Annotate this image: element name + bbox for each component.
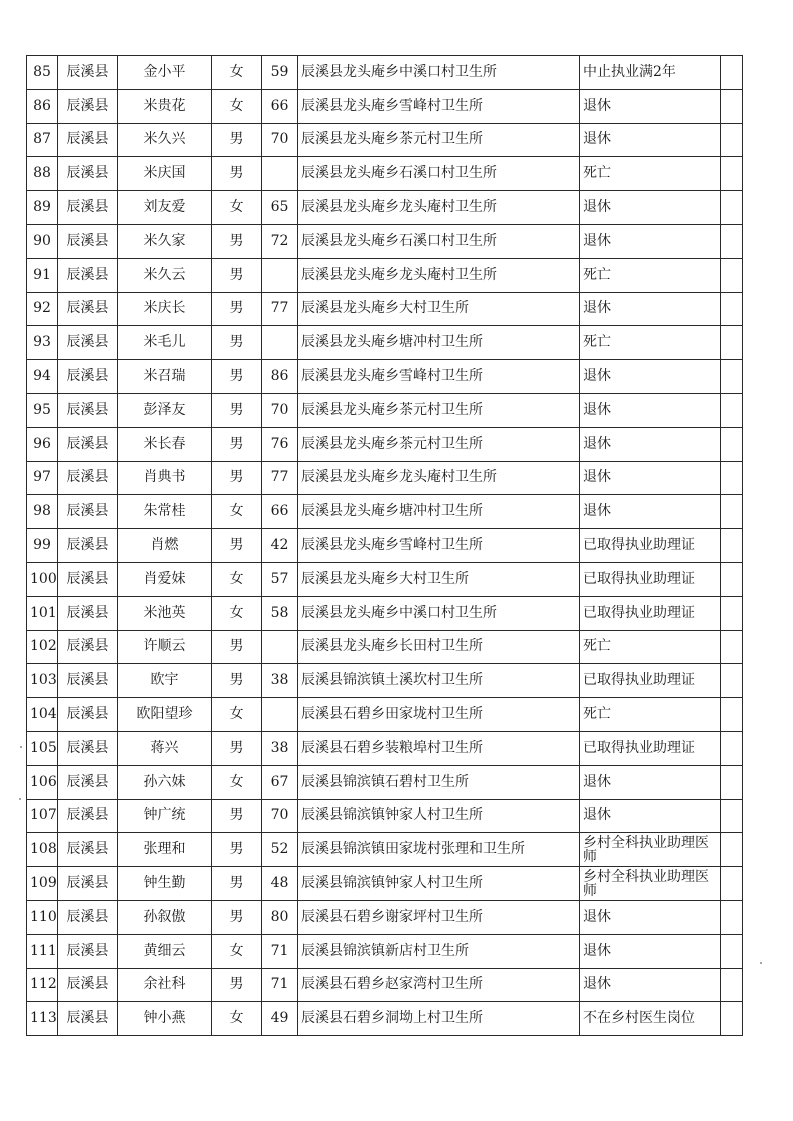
row-number: 93 — [27, 326, 58, 360]
row-number: 101 — [27, 596, 58, 630]
age-cell — [262, 698, 298, 732]
note-cell — [721, 393, 743, 427]
note-cell — [721, 56, 743, 90]
sex-cell: 男 — [212, 529, 262, 563]
age-cell: 67 — [262, 765, 298, 799]
reason-cell: 死亡 — [580, 258, 721, 292]
note-cell — [721, 292, 743, 326]
table-row — [27, 360, 743, 394]
person-name-cell: 肖燃 — [118, 529, 212, 563]
reason-cell: 退休 — [580, 393, 721, 427]
note-cell — [721, 258, 743, 292]
table-row — [27, 1002, 743, 1036]
county-cell: 辰溪县 — [58, 393, 118, 427]
clinic-cell: 辰溪县锦滨镇钟家人村卫生所 — [298, 799, 580, 833]
clinic-cell: 辰溪县锦滨镇钟家人村卫生所 — [298, 867, 580, 901]
county-cell: 辰溪县 — [58, 833, 118, 867]
county-cell: 辰溪县 — [58, 360, 118, 394]
person-name-cell: 米贵花 — [118, 89, 212, 123]
table-row — [27, 326, 743, 360]
county-cell: 辰溪县 — [58, 157, 118, 191]
person-name-cell: 余社科 — [118, 968, 212, 1002]
person-name-cell: 米召瑞 — [118, 360, 212, 394]
county-cell: 辰溪县 — [58, 765, 118, 799]
county-cell: 辰溪县 — [58, 123, 118, 157]
person-name-cell: 钟广统 — [118, 799, 212, 833]
table-row — [27, 900, 743, 934]
reason-cell: 已取得执业助理证 — [580, 664, 721, 698]
row-number: 103 — [27, 664, 58, 698]
age-cell: 58 — [262, 596, 298, 630]
table-row — [27, 292, 743, 326]
county-cell: 辰溪县 — [58, 968, 118, 1002]
note-cell — [721, 461, 743, 495]
table-row — [27, 833, 743, 867]
age-cell: 71 — [262, 934, 298, 968]
row-number: 85 — [27, 56, 58, 90]
clinic-cell: 辰溪县龙头庵乡中溪口村卫生所 — [298, 56, 580, 90]
sex-cell: 女 — [212, 934, 262, 968]
table-row — [27, 224, 743, 258]
note-cell — [721, 799, 743, 833]
row-number: 102 — [27, 630, 58, 664]
reason-cell: 退休 — [580, 191, 721, 225]
county-cell: 辰溪县 — [58, 867, 118, 901]
table-row — [27, 731, 743, 765]
person-name-cell: 蒋兴 — [118, 731, 212, 765]
row-number: 105 — [27, 731, 58, 765]
sex-cell: 男 — [212, 123, 262, 157]
note-cell — [721, 833, 743, 867]
sex-cell: 女 — [212, 765, 262, 799]
table-row — [27, 89, 743, 123]
clinic-cell: 辰溪县龙头庵乡塘冲村卫生所 — [298, 326, 580, 360]
age-cell: 76 — [262, 427, 298, 461]
county-cell: 辰溪县 — [58, 292, 118, 326]
age-cell: 70 — [262, 799, 298, 833]
note-cell — [721, 765, 743, 799]
table-row — [27, 698, 743, 732]
note-cell — [721, 596, 743, 630]
reason-cell: 退休 — [580, 427, 721, 461]
reason-cell: 退休 — [580, 360, 721, 394]
row-number: 89 — [27, 191, 58, 225]
reason-cell: 退休 — [580, 799, 721, 833]
person-name-cell: 许顺云 — [118, 630, 212, 664]
note-cell — [721, 360, 743, 394]
age-cell: 49 — [262, 1002, 298, 1036]
clinic-cell: 辰溪县龙头庵乡龙头庵村卫生所 — [298, 191, 580, 225]
table-row — [27, 427, 743, 461]
clinic-cell: 辰溪县龙头庵乡茶元村卫生所 — [298, 393, 580, 427]
clinic-cell: 辰溪县锦滨镇石碧村卫生所 — [298, 765, 580, 799]
age-cell — [262, 258, 298, 292]
person-name-cell: 刘友爱 — [118, 191, 212, 225]
row-number: 88 — [27, 157, 58, 191]
row-number: 111 — [27, 934, 58, 968]
sex-cell: 女 — [212, 596, 262, 630]
age-cell: 38 — [262, 731, 298, 765]
county-cell: 辰溪县 — [58, 326, 118, 360]
note-cell — [721, 157, 743, 191]
age-cell: 70 — [262, 393, 298, 427]
age-cell — [262, 326, 298, 360]
table-row — [27, 630, 743, 664]
reason-cell: 乡村全科执业助理医师 — [580, 833, 721, 867]
row-number: 90 — [27, 224, 58, 258]
age-cell: 52 — [262, 833, 298, 867]
reason-cell: 退休 — [580, 495, 721, 529]
sex-cell: 女 — [212, 191, 262, 225]
row-number: 113 — [27, 1002, 58, 1036]
county-cell: 辰溪县 — [58, 664, 118, 698]
note-cell — [721, 89, 743, 123]
sex-cell: 男 — [212, 630, 262, 664]
person-name-cell: 张理和 — [118, 833, 212, 867]
reason-cell: 已取得执业助理证 — [580, 731, 721, 765]
county-cell: 辰溪县 — [58, 900, 118, 934]
person-name-cell: 米毛儿 — [118, 326, 212, 360]
note-cell — [721, 224, 743, 258]
clinic-cell: 辰溪县龙头庵乡龙头庵村卫生所 — [298, 258, 580, 292]
county-cell: 辰溪县 — [58, 562, 118, 596]
reason-cell: 不在乡村医生岗位 — [580, 1002, 721, 1036]
clinic-cell: 辰溪县石碧乡赵家湾村卫生所 — [298, 968, 580, 1002]
clinic-cell: 辰溪县龙头庵乡石溪口村卫生所 — [298, 224, 580, 258]
table-row — [27, 968, 743, 1002]
reason-cell: 退休 — [580, 900, 721, 934]
county-cell: 辰溪县 — [58, 1002, 118, 1036]
table-row — [27, 934, 743, 968]
county-cell: 辰溪县 — [58, 461, 118, 495]
note-cell — [721, 731, 743, 765]
clinic-cell: 辰溪县龙头庵乡长田村卫生所 — [298, 630, 580, 664]
clinic-cell: 辰溪县石碧乡田家垅村卫生所 — [298, 698, 580, 732]
age-cell: 65 — [262, 191, 298, 225]
table-row — [27, 664, 743, 698]
sex-cell: 男 — [212, 664, 262, 698]
clinic-cell: 辰溪县龙头庵乡茶元村卫生所 — [298, 427, 580, 461]
county-cell: 辰溪县 — [58, 630, 118, 664]
reason-cell: 死亡 — [580, 698, 721, 732]
county-cell: 辰溪县 — [58, 698, 118, 732]
table-row — [27, 123, 743, 157]
person-name-cell: 金小平 — [118, 56, 212, 90]
person-name-cell: 朱常桂 — [118, 495, 212, 529]
clinic-cell: 辰溪县锦滨镇土溪坎村卫生所 — [298, 664, 580, 698]
sex-cell: 男 — [212, 968, 262, 1002]
note-cell — [721, 968, 743, 1002]
sex-cell: 男 — [212, 427, 262, 461]
county-cell: 辰溪县 — [58, 495, 118, 529]
clinic-cell: 辰溪县锦滨镇田家垅村张理和卫生所 — [298, 833, 580, 867]
row-number: 99 — [27, 529, 58, 563]
note-cell — [721, 562, 743, 596]
sex-cell: 女 — [212, 698, 262, 732]
age-cell — [262, 157, 298, 191]
age-cell: 57 — [262, 562, 298, 596]
row-number: 91 — [27, 258, 58, 292]
age-cell: 66 — [262, 89, 298, 123]
clinic-cell: 辰溪县锦滨镇新店村卫生所 — [298, 934, 580, 968]
sex-cell: 男 — [212, 867, 262, 901]
table-row — [27, 191, 743, 225]
reason-cell: 死亡 — [580, 157, 721, 191]
row-number: 112 — [27, 968, 58, 1002]
table-row — [27, 765, 743, 799]
note-cell — [721, 900, 743, 934]
note-cell — [721, 934, 743, 968]
person-name-cell: 米久云 — [118, 258, 212, 292]
table-row — [27, 596, 743, 630]
roster-table — [26, 55, 743, 1036]
person-name-cell: 米长春 — [118, 427, 212, 461]
note-cell — [721, 698, 743, 732]
clinic-cell: 辰溪县龙头庵乡雪峰村卫生所 — [298, 360, 580, 394]
clinic-cell: 辰溪县龙头庵乡大村卫生所 — [298, 292, 580, 326]
clinic-cell: 辰溪县龙头庵乡石溪口村卫生所 — [298, 157, 580, 191]
county-cell: 辰溪县 — [58, 427, 118, 461]
sex-cell: 女 — [212, 562, 262, 596]
reason-cell: 中止执业满2年 — [580, 56, 721, 90]
county-cell: 辰溪县 — [58, 529, 118, 563]
county-cell: 辰溪县 — [58, 224, 118, 258]
row-number: 110 — [27, 900, 58, 934]
note-cell — [721, 427, 743, 461]
sex-cell: 男 — [212, 900, 262, 934]
reason-cell: 退休 — [580, 89, 721, 123]
row-number: 109 — [27, 867, 58, 901]
age-cell — [262, 630, 298, 664]
reason-cell: 已取得执业助理证 — [580, 529, 721, 563]
sex-cell: 男 — [212, 224, 262, 258]
sex-cell: 男 — [212, 833, 262, 867]
reason-cell: 退休 — [580, 292, 721, 326]
person-name-cell: 彭泽友 — [118, 393, 212, 427]
row-number: 94 — [27, 360, 58, 394]
age-cell: 77 — [262, 292, 298, 326]
reason-cell: 退休 — [580, 123, 721, 157]
row-number: 95 — [27, 393, 58, 427]
person-name-cell: 黄细云 — [118, 934, 212, 968]
age-cell: 42 — [262, 529, 298, 563]
clinic-cell: 辰溪县石碧乡洞坳上村卫生所 — [298, 1002, 580, 1036]
sex-cell: 男 — [212, 292, 262, 326]
clinic-cell: 辰溪县龙头庵乡雪峰村卫生所 — [298, 529, 580, 563]
person-name-cell: 孙叙傲 — [118, 900, 212, 934]
age-cell: 70 — [262, 123, 298, 157]
table-row — [27, 56, 743, 90]
clinic-cell: 辰溪县龙头庵乡大村卫生所 — [298, 562, 580, 596]
age-cell: 86 — [262, 360, 298, 394]
age-cell: 59 — [262, 56, 298, 90]
reason-cell: 退休 — [580, 461, 721, 495]
note-cell — [721, 1002, 743, 1036]
reason-cell: 退休 — [580, 934, 721, 968]
person-name-cell: 米庆国 — [118, 157, 212, 191]
county-cell: 辰溪县 — [58, 191, 118, 225]
sex-cell: 女 — [212, 56, 262, 90]
county-cell: 辰溪县 — [58, 89, 118, 123]
sex-cell: 男 — [212, 461, 262, 495]
note-cell — [721, 867, 743, 901]
table-row — [27, 799, 743, 833]
scan-speck — [760, 962, 762, 964]
table-row — [27, 157, 743, 191]
age-cell: 48 — [262, 867, 298, 901]
row-number: 96 — [27, 427, 58, 461]
person-name-cell: 钟生勤 — [118, 867, 212, 901]
person-name-cell: 孙六妹 — [118, 765, 212, 799]
table-row — [27, 393, 743, 427]
reason-cell: 退休 — [580, 968, 721, 1002]
county-cell: 辰溪县 — [58, 934, 118, 968]
age-cell: 71 — [262, 968, 298, 1002]
clinic-cell: 辰溪县石碧乡装粮埠村卫生所 — [298, 731, 580, 765]
age-cell: 80 — [262, 900, 298, 934]
row-number: 97 — [27, 461, 58, 495]
note-cell — [721, 529, 743, 563]
reason-cell: 死亡 — [580, 326, 721, 360]
age-cell: 38 — [262, 664, 298, 698]
person-name-cell: 欧阳望珍 — [118, 698, 212, 732]
table-row — [27, 461, 743, 495]
scan-speck — [19, 798, 21, 800]
row-number: 100 — [27, 562, 58, 596]
reason-cell: 已取得执业助理证 — [580, 596, 721, 630]
sex-cell: 女 — [212, 495, 262, 529]
county-cell: 辰溪县 — [58, 258, 118, 292]
note-cell — [721, 326, 743, 360]
clinic-cell: 辰溪县龙头庵乡茶元村卫生所 — [298, 123, 580, 157]
person-name-cell: 肖典书 — [118, 461, 212, 495]
county-cell: 辰溪县 — [58, 56, 118, 90]
row-number: 106 — [27, 765, 58, 799]
clinic-cell: 辰溪县龙头庵乡雪峰村卫生所 — [298, 89, 580, 123]
person-name-cell: 米久家 — [118, 224, 212, 258]
clinic-cell: 辰溪县龙头庵乡塘冲村卫生所 — [298, 495, 580, 529]
note-cell — [721, 191, 743, 225]
row-number: 108 — [27, 833, 58, 867]
reason-cell: 乡村全科执业助理医师 — [580, 867, 721, 901]
person-name-cell: 米庆长 — [118, 292, 212, 326]
document-page — [26, 55, 743, 1036]
clinic-cell: 辰溪县龙头庵乡龙头庵村卫生所 — [298, 461, 580, 495]
age-cell: 66 — [262, 495, 298, 529]
sex-cell: 男 — [212, 799, 262, 833]
table-row — [27, 867, 743, 901]
table-row — [27, 529, 743, 563]
row-number: 87 — [27, 123, 58, 157]
scan-speck — [20, 746, 22, 748]
clinic-cell: 辰溪县石碧乡谢家坪村卫生所 — [298, 900, 580, 934]
reason-cell: 死亡 — [580, 630, 721, 664]
county-cell: 辰溪县 — [58, 731, 118, 765]
note-cell — [721, 664, 743, 698]
sex-cell: 女 — [212, 1002, 262, 1036]
county-cell: 辰溪县 — [58, 596, 118, 630]
row-number: 107 — [27, 799, 58, 833]
row-number: 86 — [27, 89, 58, 123]
sex-cell: 男 — [212, 393, 262, 427]
sex-cell: 男 — [212, 258, 262, 292]
sex-cell: 男 — [212, 360, 262, 394]
reason-cell: 退休 — [580, 765, 721, 799]
person-name-cell: 肖爱妹 — [118, 562, 212, 596]
sex-cell: 男 — [212, 731, 262, 765]
age-cell: 72 — [262, 224, 298, 258]
person-name-cell: 钟小燕 — [118, 1002, 212, 1036]
person-name-cell: 米池英 — [118, 596, 212, 630]
sex-cell: 男 — [212, 157, 262, 191]
clinic-cell: 辰溪县龙头庵乡中溪口村卫生所 — [298, 596, 580, 630]
roster-table-body — [27, 56, 743, 1036]
note-cell — [721, 630, 743, 664]
note-cell — [721, 123, 743, 157]
person-name-cell: 米久兴 — [118, 123, 212, 157]
age-cell: 77 — [262, 461, 298, 495]
note-cell — [721, 495, 743, 529]
reason-cell: 退休 — [580, 224, 721, 258]
row-number: 98 — [27, 495, 58, 529]
row-number: 104 — [27, 698, 58, 732]
table-row — [27, 495, 743, 529]
table-row — [27, 562, 743, 596]
sex-cell: 男 — [212, 326, 262, 360]
reason-cell: 已取得执业助理证 — [580, 562, 721, 596]
row-number: 92 — [27, 292, 58, 326]
person-name-cell: 欧宇 — [118, 664, 212, 698]
county-cell: 辰溪县 — [58, 799, 118, 833]
sex-cell: 女 — [212, 89, 262, 123]
table-row — [27, 258, 743, 292]
